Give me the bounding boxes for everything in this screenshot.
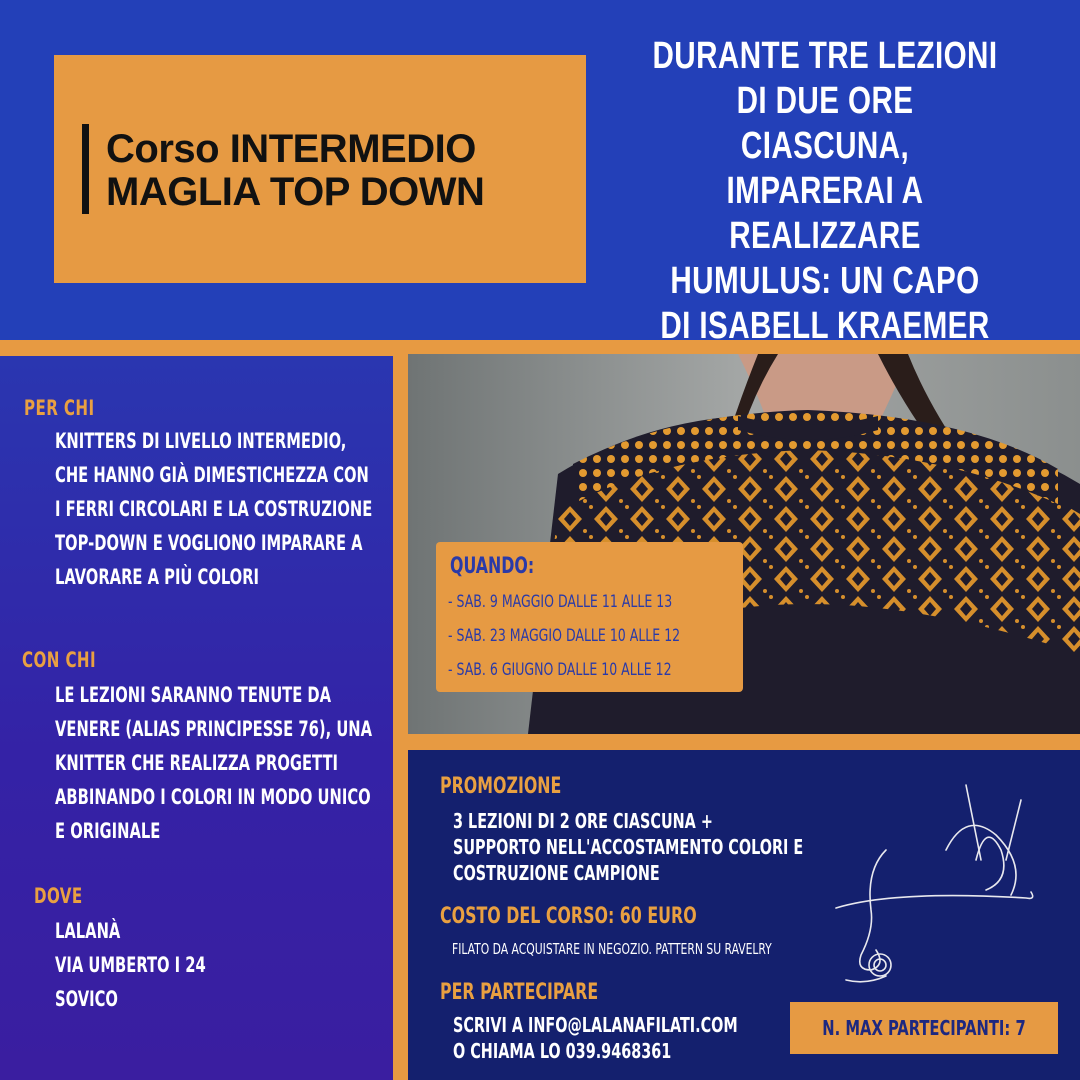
promozione-heading: PROMOZIONE <box>440 774 562 799</box>
text-line: SOVICO <box>55 987 118 1011</box>
email-text: SCRIVI A INFO@LALANAFILATI.COM <box>453 1013 738 1037</box>
course-title <box>106 128 484 214</box>
max-participants-badge <box>790 1002 1058 1054</box>
text-line: ABBINANDO I COLORI IN MODO UNICO <box>55 785 371 809</box>
text-line: I FERRI CIRCOLARI E LA COSTRUZIONE <box>55 497 373 521</box>
per-chi-heading: PER CHI <box>24 396 95 420</box>
phone-text: O CHIAMA LO 039.9468361 <box>453 1039 672 1063</box>
title-subtitle: MAGLIA TOP DOWN <box>106 170 485 214</box>
promozione-text <box>453 808 803 886</box>
costo-note: FILATO DA ACQUISTARE IN NEGOZIO. PATTERN SU RAVELRY <box>452 940 772 958</box>
max-participants-text: N. MAX PARTECIPANTI: 7 <box>822 1016 1026 1040</box>
text-line: KNITTER CHE REALIZZA PROGETTI <box>55 751 339 775</box>
dove-heading: DOVE <box>34 884 83 908</box>
headline-line: IMPARERAI A REALIZZARE <box>726 170 924 257</box>
per-chi-text <box>55 424 372 594</box>
text-line: LAVORARE A PIÙ COLORI <box>55 565 260 589</box>
title-prefix: Corso <box>106 127 230 171</box>
date-item: - SAB. 6 GIUGNO DALLE 10 ALLE 12 <box>448 660 672 680</box>
text-line: KNITTERS DI LIVELLO INTERMEDIO, <box>55 429 347 453</box>
dove-address <box>55 914 206 1016</box>
partecipare-heading: PER PARTECIPARE <box>440 980 599 1005</box>
headline-line: DI DUE ORE CIASCUNA, <box>736 80 914 167</box>
quando-box <box>436 542 743 692</box>
con-chi-heading: CON CHI <box>22 648 97 672</box>
text-line: SUPPORTO NELL'ACCOSTAMENTO COLORI E <box>453 835 804 859</box>
date-item: - SAB. 23 MAGGIO DALLE 10 ALLE 12 <box>448 626 681 646</box>
title-level: INTERMEDIO <box>229 127 476 171</box>
yarn-ball-logo-icon <box>826 780 1046 990</box>
text-line: COSTRUZIONE CAMPIONE <box>453 861 660 885</box>
text-line: LALANÀ <box>55 919 121 943</box>
costo-heading: COSTO DEL CORSO: 60 EURO <box>440 904 697 929</box>
headline-line: DI ISABELL KRAEMER <box>660 305 990 347</box>
text-line: VENERE (ALIAS PRINCIPESSE 76), UNA <box>55 717 373 741</box>
text-line: VIA UMBERTO I 24 <box>55 953 206 977</box>
headline-line: DURANTE TRE LEZIONI <box>652 35 998 77</box>
contact-text <box>453 1012 738 1064</box>
title-accent-bar <box>82 124 89 214</box>
con-chi-text <box>55 678 372 848</box>
text-line: TOP-DOWN E VOGLIONO IMPARARE A <box>55 531 363 555</box>
date-item: - SAB. 9 MAGGIO DALLE 11 ALLE 13 <box>448 592 673 612</box>
lalana-logo <box>826 780 1046 990</box>
text-line: LE LEZIONI SARANNO TENUTE DA <box>55 683 332 707</box>
text-line: CHE HANNO GIÀ DIMESTICHEZZA CON <box>55 463 369 487</box>
headline-line: HUMULUS: UN CAPO <box>670 260 980 302</box>
quando-heading: QUANDO: <box>450 554 535 579</box>
text-line: 3 LEZIONI DI 2 ORE CIASCUNA + <box>453 809 713 833</box>
text-line: E ORIGINALE <box>55 819 161 843</box>
